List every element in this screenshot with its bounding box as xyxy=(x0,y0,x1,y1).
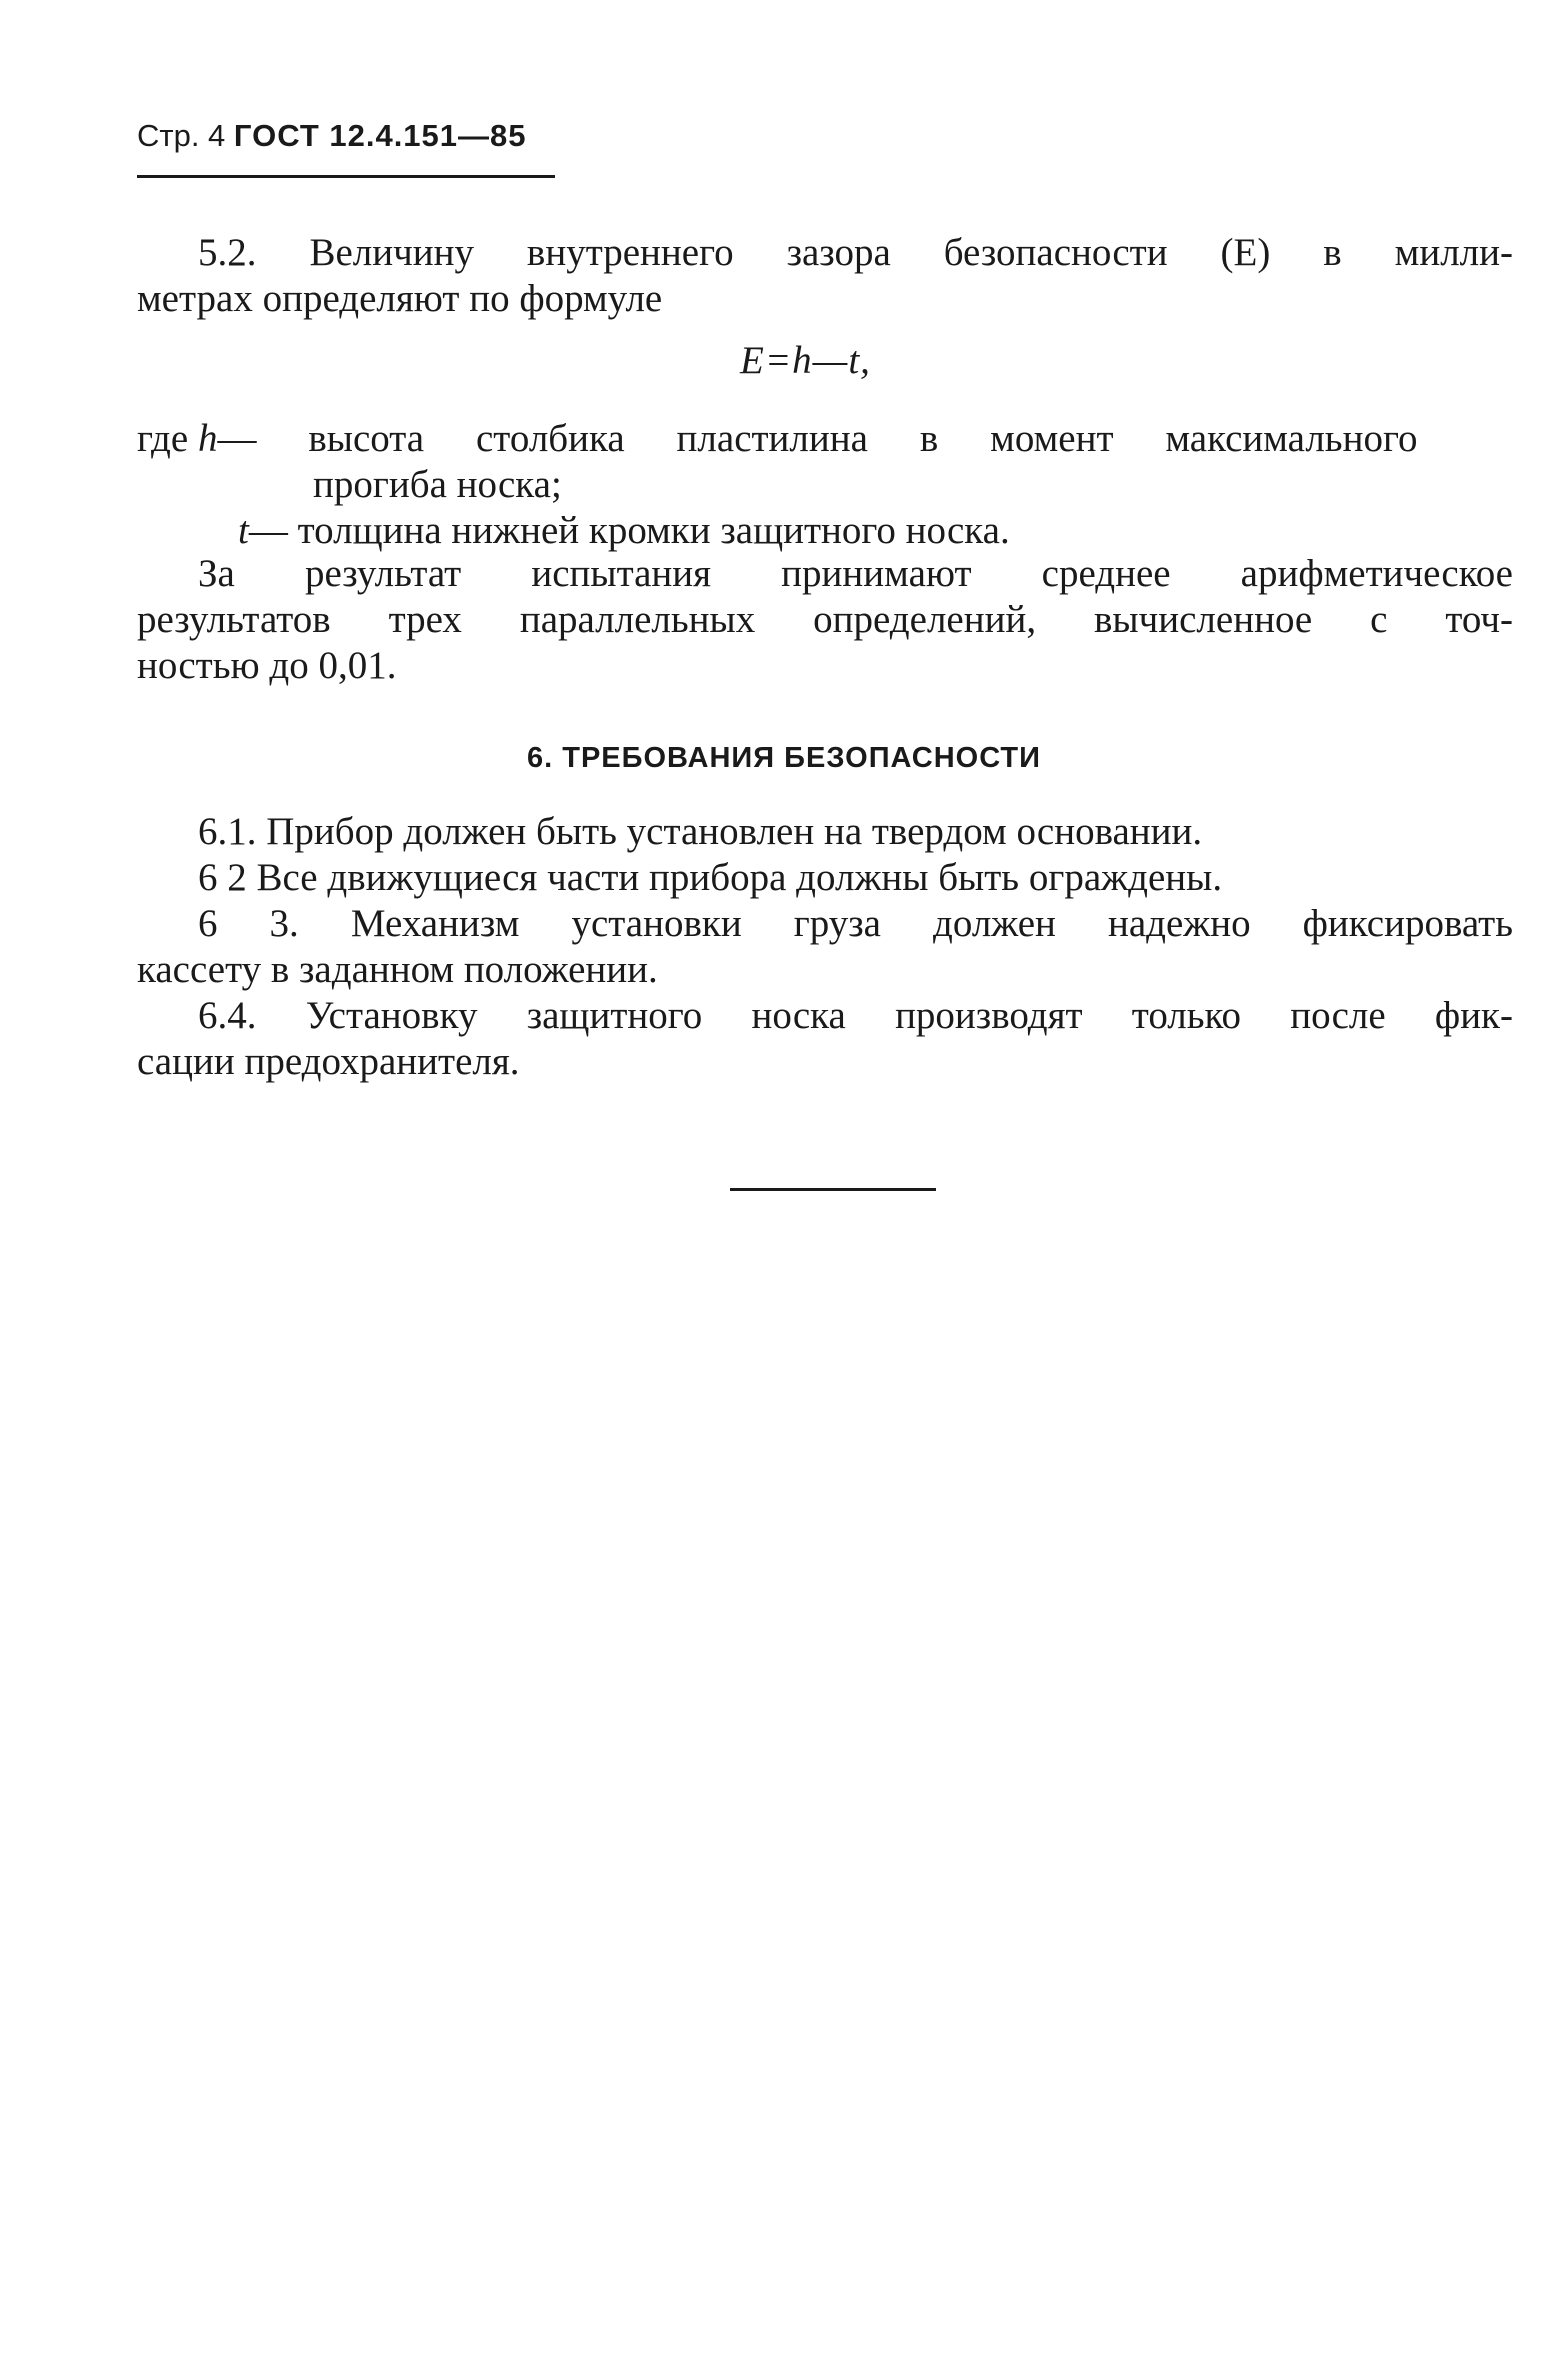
para-6-4-line-1: 6.4. Установку защитного носка производят только после фик- xyxy=(198,994,1513,1037)
end-divider xyxy=(730,1188,936,1191)
t-description: — толщина нижней кромки защитного носка. xyxy=(248,509,1010,552)
document-number: ГОСТ 12.4.151—85 xyxy=(233,118,527,153)
para-5-2-line-1: 5.2. Величину внутреннего зазора безопасности (E) в милли- xyxy=(198,231,1513,274)
para-6-1: 6.1. Прибор должен быть установлен на твердом основании. xyxy=(198,810,1203,853)
para-6-4-line-2: сации предохранителя. xyxy=(137,1040,520,1083)
h-symbol: h xyxy=(197,417,218,460)
where-t-line xyxy=(238,508,1010,554)
page-header xyxy=(137,118,527,154)
t-symbol: t xyxy=(238,509,249,552)
formula: E=h—t, xyxy=(740,339,871,382)
header-underline xyxy=(137,175,555,178)
result-line-3: ностью до 0,01. xyxy=(137,644,397,687)
page-number: Стр. 4 xyxy=(137,118,226,153)
para-6-2: 6 2 Все движущиеся части прибора должны быть ограждены. xyxy=(198,856,1223,899)
para-6-3-line-1: 6 3. Механизм установки груза должен надежно фиксировать xyxy=(198,902,1513,945)
h-description-line-2: прогиба носка; xyxy=(313,463,562,506)
h-description-line-1: — высота столбика пластилина в момент максимального xyxy=(217,417,1418,460)
para-5-2-line-2: метрах определяют по формуле xyxy=(137,277,663,320)
result-line-1: За результат испытания принимают среднее арифметическое xyxy=(198,552,1513,595)
result-line-2: результатов трех параллельных определений, вычисленное с точ- xyxy=(137,598,1513,641)
where-prefix: где xyxy=(137,417,189,460)
section-6-title: 6. ТРЕБОВАНИЯ БЕЗОПАСНОСТИ xyxy=(527,742,1041,774)
where-h-line xyxy=(137,416,1513,462)
para-6-3-line-2: кассету в заданном положении. xyxy=(137,948,658,991)
